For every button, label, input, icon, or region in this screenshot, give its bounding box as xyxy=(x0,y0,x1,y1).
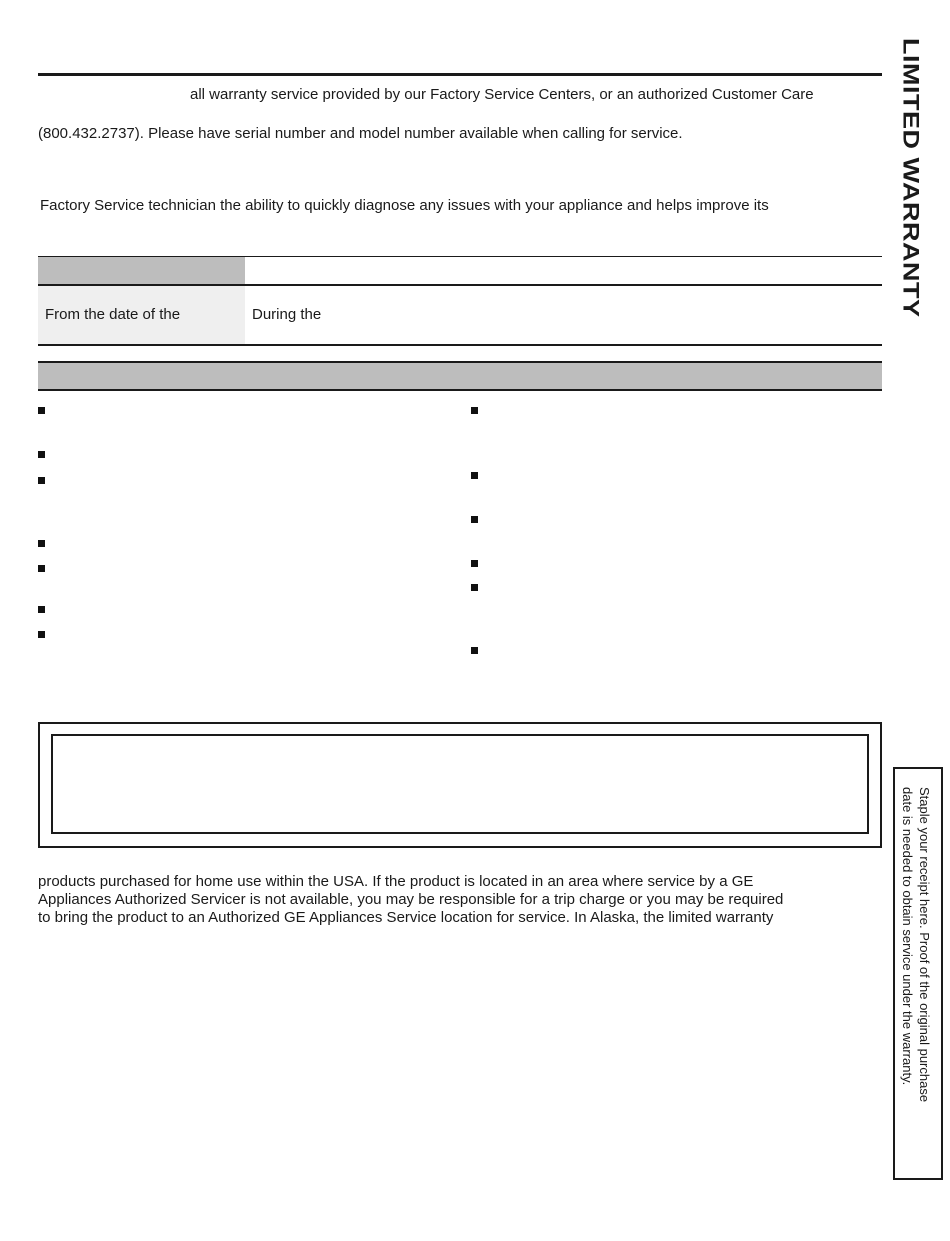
bullet-marker xyxy=(471,516,478,523)
intro-line-3: Factory Service technician the ability to quickly diagnose any issues with your appliance and helps improve its xyxy=(40,197,769,214)
bullet-marker xyxy=(471,560,478,567)
bullet-marker xyxy=(471,647,478,654)
bullet-marker xyxy=(471,472,478,479)
bullet-marker xyxy=(38,451,45,458)
footer-line-2: Appliances Authorized Servicer is not available, you may be responsible for a trip charge or you may be required xyxy=(38,891,784,908)
coverage-table-bottom-rule xyxy=(38,344,882,346)
intro-line-2: (800.432.2737). Please have serial number and model number available when calling for service. xyxy=(38,125,683,142)
bullet-marker xyxy=(471,584,478,591)
footer-line-3: to bring the product to an Authorized GE Appliances Service location for service. In Alaska, the limited warranty xyxy=(38,909,774,926)
bullet-marker xyxy=(38,477,45,484)
coverage-table xyxy=(38,256,882,346)
intro-line-1: all warranty service provided by our Factory Service Centers, or an authorized Customer Care xyxy=(190,86,814,103)
coverage-table-header-shade xyxy=(38,257,245,284)
bullet-marker xyxy=(38,565,45,572)
footer-line-1: products purchased for home use within the USA. If the product is located in an area where service by a GE xyxy=(38,873,754,890)
bullet-marker xyxy=(38,606,45,613)
notice-box xyxy=(38,722,882,848)
exclusions-header-bar xyxy=(38,361,882,391)
notice-box-inner xyxy=(51,734,869,834)
receipt-staple-box xyxy=(893,767,943,1180)
bullet-marker xyxy=(38,631,45,638)
side-title-text: LIMITED WARRANTY xyxy=(898,38,924,318)
receipt-note xyxy=(899,787,933,1167)
coverage-description-text: During the xyxy=(252,306,322,323)
top-rule xyxy=(38,73,882,76)
side-title xyxy=(898,38,944,368)
bullet-marker xyxy=(38,540,45,547)
bullet-marker xyxy=(38,407,45,414)
receipt-note-line-1: Staple your receipt here. Proof of the original purchase xyxy=(917,787,932,1103)
bullet-marker xyxy=(471,407,478,414)
coverage-period-text: From the date of the xyxy=(45,306,181,323)
receipt-note-line-2: date is needed to obtain service under the warranty. xyxy=(900,787,915,1086)
footer-paragraph xyxy=(38,873,868,927)
